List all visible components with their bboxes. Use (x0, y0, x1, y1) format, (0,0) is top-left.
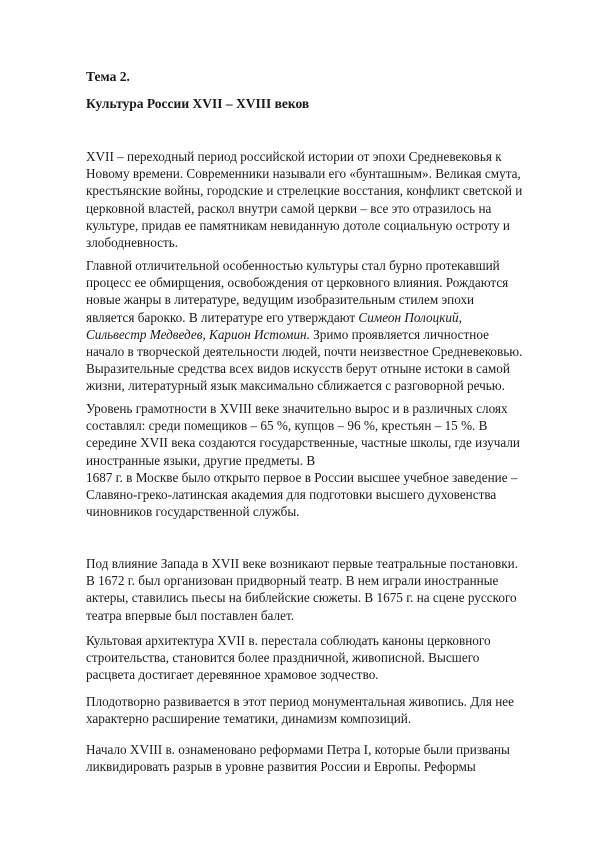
topic-heading: Тема 2. (86, 69, 130, 84)
paragraph-2 (86, 257, 526, 395)
plain-text: Зримо проявляется личностное (309, 326, 489, 342)
text-line: театра впервые был поставлен балет. (86, 607, 295, 623)
text-line: расцвета достигает деревянное храмовое зодчество. (86, 667, 379, 683)
text-line: начало в творческой деятельности людей, почти неизвестное Средневековью. (86, 344, 523, 360)
text-line: церковной властей, раскол внутри самой церкви – все это отразилось на (86, 200, 492, 216)
text-line: составлял: среди помещиков – 65 %, купцов – 96 %, крестьян – 15 %. В (86, 418, 488, 434)
text-line: Славяно-греко-латинская академия для подготовки высшего духовенства (86, 487, 497, 503)
text-line: Уровень грамотности в XVIII веке значительно вырос и в различных слоях (86, 401, 508, 416)
text-line: Под влияние Запада в XVII веке возникают первые театральные постановки. (86, 556, 518, 571)
text-line: В 1672 г. был организован придворный театр. В нем играли иностранные (86, 573, 499, 589)
text-line: новые жанры в литературе, ведущим изобразительным стилем эпохи (86, 292, 475, 308)
text-line: ликвидировать разрыв в уровне развития России и Европы. Реформы (86, 759, 476, 775)
paragraph-1 (86, 148, 526, 251)
text-line: 1687 г. в Москве было открыто первое в России высшее учебное заведение – (86, 469, 518, 485)
text-line: Начало XVIII в. ознаменовано реформами Петра I, которые были призваны (86, 742, 510, 757)
text-line: процесс ее обмирщения, освобождения от церковного влияния. Рождаются (86, 275, 509, 291)
text-line: актеры, ставились пьесы на библейские сюжеты. В 1675 г. на сцене русского (86, 590, 517, 606)
paragraph-3 (86, 400, 526, 520)
text-line: Выразительные средства всех видов искусств берут отныне истоки в самой (86, 361, 510, 377)
paragraph-4 (86, 555, 526, 624)
text-line: строительства, становится более праздничной, живописной. Высшего (86, 650, 480, 666)
text-line: Культовая архитектура XVII в. перестала соблюдать каноны церковного (86, 633, 491, 648)
text-line-mixed (86, 326, 526, 343)
document-title: Культура России XVII – XVIII веков (86, 96, 310, 111)
text-line: характерно расширение тематики, динамизм композиций. (86, 711, 412, 727)
author-names-italic: Симеон Полоцкий, (358, 309, 462, 325)
text-line: Главной отличительной особенностью культуры стал бурно протекавший (86, 258, 500, 273)
text-line: Новому времени. Современники называли его «бунташным». Великая смута, (86, 166, 521, 182)
text-line: злободневность. (86, 235, 179, 251)
paragraph-5 (86, 632, 526, 684)
paragraph-7 (86, 741, 526, 775)
author-names-italic: Сильвестр Медведев, Карион Истомин. (86, 326, 310, 342)
text-line: чиновников государственной службы. (86, 504, 300, 520)
text-line: Плодотворно развивается в этот период монументальная живопись. Для нее (86, 694, 514, 709)
text-line: XVII – переходный период российской истории от эпохи Средневековья к (86, 149, 502, 164)
paragraph-6 (86, 693, 526, 727)
text-line: культуре, придав ее памятникам невиданную дотоле социальную остроту и (86, 217, 510, 233)
plain-text: является барокко. В литературе его утверждают (86, 309, 359, 325)
text-line: жизни, литературный язык максимально сближается с разговорной речью. (86, 378, 505, 394)
text-line: крестьянские войны, городские и стрелецкие восстания, конфликт светской и (86, 183, 523, 199)
text-line-mixed (86, 309, 526, 326)
text-line: иностранные языки, другие предметы. В (86, 452, 316, 468)
text-line: середине XVII века создаются государственные, частные школы, где изучали (86, 435, 520, 451)
